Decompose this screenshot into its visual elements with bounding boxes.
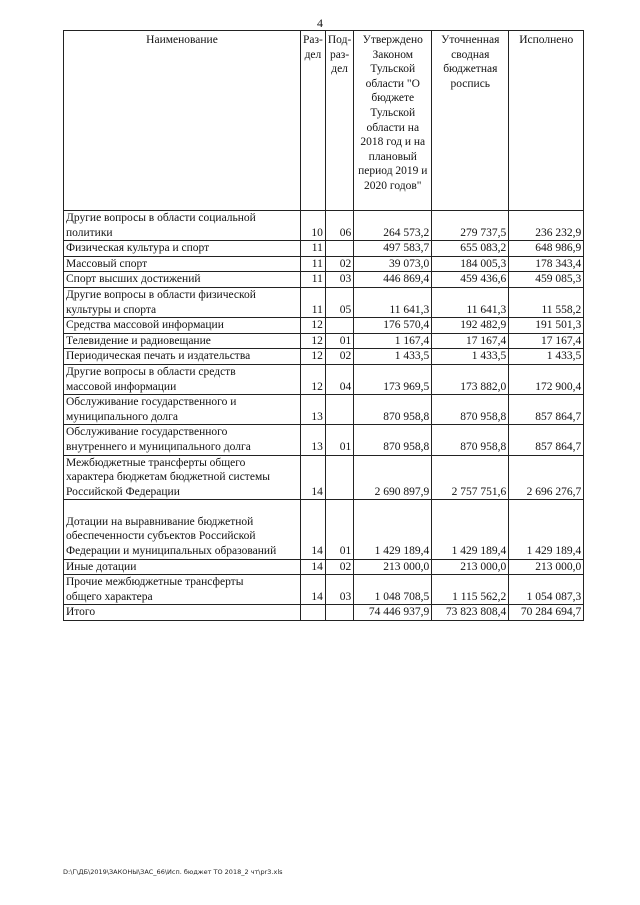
cell-approved: 446 869,4	[354, 272, 432, 288]
cell-approved: 39 073,0	[354, 256, 432, 272]
total-refined: 73 823 808,4	[432, 605, 509, 621]
table-row	[64, 395, 584, 425]
cell-executed: 1 429 189,4	[509, 500, 584, 559]
total-executed: 70 284 694,7	[509, 605, 584, 621]
cell-podrazdel: 03	[325, 575, 353, 605]
cell-name: Прочие межбюджетные трансферты общего характера	[64, 575, 301, 605]
cell-razdel: 12	[301, 349, 326, 365]
cell-refined: 173 882,0	[432, 364, 509, 394]
cell-name: Физическая культура и спорт	[64, 241, 301, 257]
cell-refined: 459 436,6	[432, 272, 509, 288]
cell-executed: 1 054 087,3	[509, 575, 584, 605]
budget-table	[63, 30, 584, 621]
cell-executed: 459 085,3	[509, 272, 584, 288]
cell-name: Телевидение и радиовещание	[64, 333, 301, 349]
cell-refined: 17 167,4	[432, 333, 509, 349]
header-executed: Исполнено	[509, 31, 584, 211]
header-name: Наименование	[64, 31, 301, 211]
cell-approved: 11 641,3	[354, 287, 432, 317]
cell-refined: 184 005,3	[432, 256, 509, 272]
cell-approved: 1 048 708,5	[354, 575, 432, 605]
cell-razdel: 14	[301, 455, 326, 500]
page-number: 4	[317, 16, 323, 30]
cell-executed: 178 343,4	[509, 256, 584, 272]
cell-podrazdel	[325, 455, 353, 500]
table-row	[64, 559, 584, 575]
cell-approved: 1 167,4	[354, 333, 432, 349]
cell-approved: 2 690 897,9	[354, 455, 432, 500]
table-row	[64, 318, 584, 334]
cell-executed: 17 167,4	[509, 333, 584, 349]
cell-executed: 1 433,5	[509, 349, 584, 365]
cell-razdel: 14	[301, 559, 326, 575]
cell-podrazdel: 01	[325, 425, 353, 455]
cell-executed: 213 000,0	[509, 559, 584, 575]
cell-razdel: 11	[301, 241, 326, 257]
cell-podrazdel: 06	[325, 211, 353, 241]
cell-refined: 655 083,2	[432, 241, 509, 257]
cell-executed: 11 558,2	[509, 287, 584, 317]
cell-name: Дотации на выравнивание бюджетной обеспеченности субъектов Российской Федерации и муниципальных образований	[64, 500, 301, 559]
cell-executed: 857 864,7	[509, 425, 584, 455]
table-row	[64, 575, 584, 605]
cell-refined: 11 641,3	[432, 287, 509, 317]
cell-name: Другие вопросы в области социальной политики	[64, 211, 301, 241]
cell-razdel: 13	[301, 425, 326, 455]
cell-approved: 497 583,7	[354, 241, 432, 257]
cell-approved: 1 433,5	[354, 349, 432, 365]
total-row	[64, 605, 584, 621]
header-podrazdel: Под- раз- дел	[325, 31, 353, 211]
total-razdel	[301, 605, 326, 621]
table-header-row	[64, 31, 584, 211]
cell-podrazdel: 03	[325, 272, 353, 288]
cell-executed: 172 900,4	[509, 364, 584, 394]
cell-razdel: 14	[301, 575, 326, 605]
cell-refined: 213 000,0	[432, 559, 509, 575]
cell-name: Другие вопросы в области средств массовой информации	[64, 364, 301, 394]
table-row	[64, 241, 584, 257]
cell-razdel: 11	[301, 287, 326, 317]
cell-name: Межбюджетные трансферты общего характера бюджетам бюджетной системы Российской Федерации	[64, 455, 301, 500]
cell-podrazdel: 04	[325, 364, 353, 394]
table-row	[64, 256, 584, 272]
header-razdel: Раз- дел	[301, 31, 326, 211]
cell-podrazdel: 02	[325, 559, 353, 575]
cell-refined: 870 958,8	[432, 425, 509, 455]
cell-refined: 192 482,9	[432, 318, 509, 334]
cell-razdel: 14	[301, 500, 326, 559]
cell-name: Периодическая печать и издательства	[64, 349, 301, 365]
cell-podrazdel: 01	[325, 500, 353, 559]
cell-approved: 870 958,8	[354, 395, 432, 425]
total-approved: 74 446 937,9	[354, 605, 432, 621]
table-row	[64, 500, 584, 559]
table-row	[64, 455, 584, 500]
cell-approved: 264 573,2	[354, 211, 432, 241]
cell-razdel: 10	[301, 211, 326, 241]
table-row	[64, 425, 584, 455]
header-refined: Уточненная сводная бюджетная роспись	[432, 31, 509, 211]
cell-refined: 870 958,8	[432, 395, 509, 425]
cell-name: Массовый спорт	[64, 256, 301, 272]
cell-executed: 857 864,7	[509, 395, 584, 425]
table-row	[64, 272, 584, 288]
cell-name: Средства массовой информации	[64, 318, 301, 334]
cell-name: Иные дотации	[64, 559, 301, 575]
cell-razdel: 12	[301, 333, 326, 349]
cell-podrazdel: 05	[325, 287, 353, 317]
cell-approved: 176 570,4	[354, 318, 432, 334]
cell-podrazdel: 01	[325, 333, 353, 349]
cell-podrazdel: 02	[325, 256, 353, 272]
header-approved: Утверждено Законом Тульской области "О бюджете Тульской области на 2018 год и на плановый период 2019 и 2020 годов"	[354, 31, 432, 211]
cell-executed: 191 501,3	[509, 318, 584, 334]
cell-name: Другие вопросы в области физической культуры и спорта	[64, 287, 301, 317]
cell-approved: 173 969,5	[354, 364, 432, 394]
table-row	[64, 349, 584, 365]
cell-podrazdel: 02	[325, 349, 353, 365]
cell-razdel: 13	[301, 395, 326, 425]
cell-approved: 870 958,8	[354, 425, 432, 455]
cell-name: Спорт высших достижений	[64, 272, 301, 288]
cell-razdel: 11	[301, 272, 326, 288]
cell-refined: 2 757 751,6	[432, 455, 509, 500]
table-row	[64, 333, 584, 349]
total-name: Итого	[64, 605, 301, 621]
cell-razdel: 12	[301, 318, 326, 334]
cell-refined: 279 737,5	[432, 211, 509, 241]
cell-name: Обслуживание государственного и муниципального долга	[64, 395, 301, 425]
cell-podrazdel	[325, 241, 353, 257]
cell-podrazdel	[325, 395, 353, 425]
cell-podrazdel	[325, 318, 353, 334]
table-row	[64, 211, 584, 241]
table-row	[64, 364, 584, 394]
cell-refined: 1 429 189,4	[432, 500, 509, 559]
cell-executed: 2 696 276,7	[509, 455, 584, 500]
cell-name: Обслуживание государственного внутреннего и муниципального долга	[64, 425, 301, 455]
cell-approved: 213 000,0	[354, 559, 432, 575]
cell-refined: 1 115 562,2	[432, 575, 509, 605]
cell-refined: 1 433,5	[432, 349, 509, 365]
cell-approved: 1 429 189,4	[354, 500, 432, 559]
file-path-footer: D:\Г\ДБ\2019\ЗАКОНЫ\ЗАС_66\Исп. бюджет ТО 2018_2 чт\pr3.xls	[63, 868, 283, 876]
cell-razdel: 11	[301, 256, 326, 272]
cell-executed: 648 986,9	[509, 241, 584, 257]
total-podrazdel	[325, 605, 353, 621]
cell-razdel: 12	[301, 364, 326, 394]
cell-executed: 236 232,9	[509, 211, 584, 241]
table-row	[64, 287, 584, 317]
